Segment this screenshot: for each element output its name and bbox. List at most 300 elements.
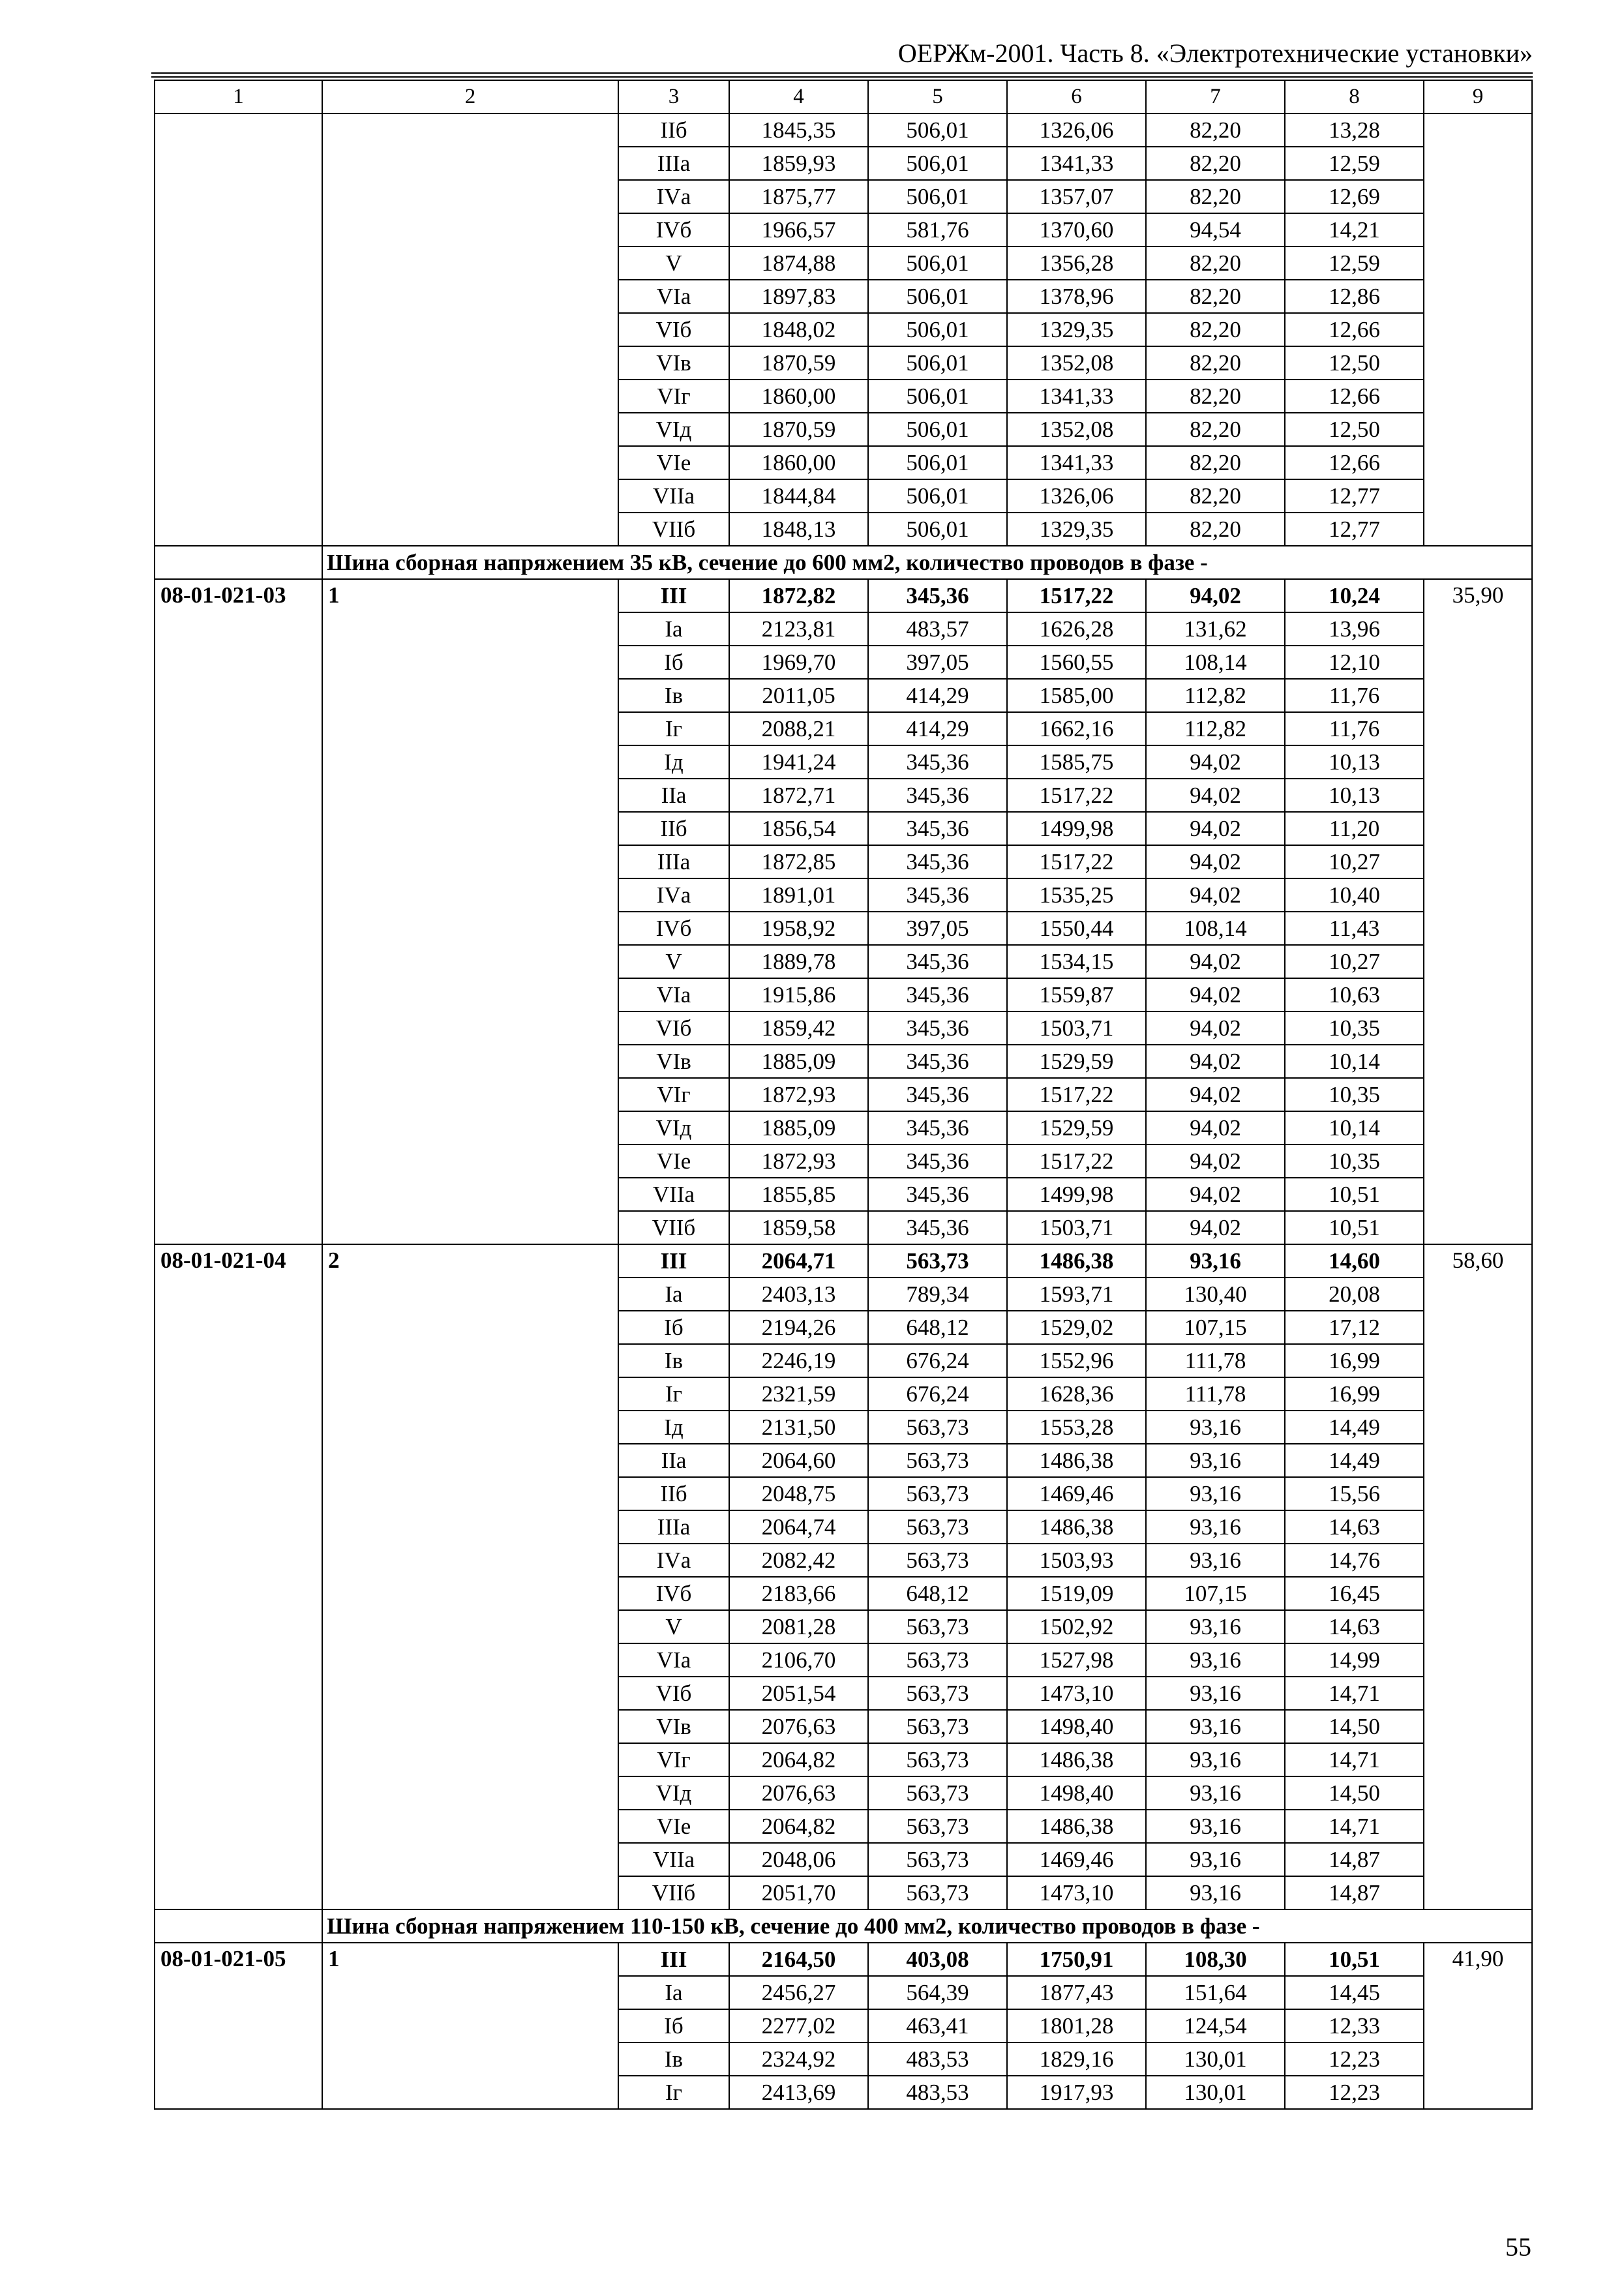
value-cell: 1875,77: [729, 180, 868, 213]
value-cell: 563,73: [868, 1544, 1007, 1577]
zone-cell: IVб: [618, 1577, 729, 1610]
value-cell: 1498,40: [1007, 1710, 1146, 1743]
value-cell: 563,73: [868, 1776, 1007, 1810]
zone-cell: VIа: [618, 280, 729, 313]
value-cell: 2324,92: [729, 2042, 868, 2076]
value-cell: 2048,75: [729, 1477, 868, 1510]
value-cell: 414,29: [868, 679, 1007, 712]
value-cell: 14,87: [1285, 1876, 1424, 1909]
column-9-value: 41,90: [1424, 1943, 1532, 2109]
value-cell: 93,16: [1146, 1710, 1285, 1743]
value-cell: 1517,22: [1007, 779, 1146, 812]
value-cell: 13,28: [1285, 113, 1424, 147]
value-cell: 94,02: [1146, 978, 1285, 1011]
value-cell: 1897,83: [729, 280, 868, 313]
value-cell: 1872,93: [729, 1144, 868, 1178]
value-cell: 1502,92: [1007, 1610, 1146, 1643]
zone-cell: Iв: [618, 679, 729, 712]
value-cell: 1559,87: [1007, 978, 1146, 1011]
zone-cell: Iд: [618, 745, 729, 779]
value-cell: 1859,58: [729, 1211, 868, 1244]
value-cell: 20,08: [1285, 1278, 1424, 1311]
zone-cell: Iг: [618, 712, 729, 745]
value-cell: 1486,38: [1007, 1810, 1146, 1843]
section-title-row: [155, 1909, 1532, 1943]
value-cell: 131,62: [1146, 612, 1285, 646]
value-cell: 1845,35: [729, 113, 868, 147]
zone-cell: VIIа: [618, 479, 729, 513]
value-cell: 1469,46: [1007, 1477, 1146, 1510]
value-cell: 12,66: [1285, 380, 1424, 413]
value-cell: 1552,96: [1007, 1344, 1146, 1377]
value-cell: 345,36: [868, 1178, 1007, 1211]
value-cell: 345,36: [868, 878, 1007, 912]
rate-code: 08-01-021-03: [155, 579, 322, 1244]
value-cell: 1503,71: [1007, 1211, 1146, 1244]
value-cell: 648,12: [868, 1577, 1007, 1610]
zone-cell: VIд: [618, 1111, 729, 1144]
value-cell: 1889,78: [729, 945, 868, 978]
value-cell: 14,21: [1285, 213, 1424, 247]
section-empty-cell: [155, 1909, 322, 1943]
value-cell: 93,16: [1146, 1776, 1285, 1810]
wire-count: 1: [322, 1943, 618, 2109]
value-cell: 506,01: [868, 413, 1007, 446]
value-cell: 2123,81: [729, 612, 868, 646]
wire-count: 1: [322, 579, 618, 1244]
value-cell: 94,54: [1146, 213, 1285, 247]
value-cell: 1801,28: [1007, 2009, 1146, 2042]
value-cell: 563,73: [868, 1876, 1007, 1909]
value-cell: 1352,08: [1007, 346, 1146, 380]
zone-cell: VIб: [618, 1677, 729, 1710]
value-cell: 1534,15: [1007, 945, 1146, 978]
value-cell: 16,99: [1285, 1344, 1424, 1377]
value-cell: 94,02: [1146, 945, 1285, 978]
zone-cell: IVб: [618, 213, 729, 247]
value-cell: 345,36: [868, 1111, 1007, 1144]
value-cell: 82,20: [1146, 280, 1285, 313]
table-row: [155, 579, 1532, 612]
value-cell: 2082,42: [729, 1544, 868, 1577]
value-cell: 1529,59: [1007, 1045, 1146, 1078]
value-cell: 1750,91: [1007, 1943, 1146, 1976]
value-cell: 506,01: [868, 113, 1007, 147]
value-cell: 94,02: [1146, 1011, 1285, 1045]
value-cell: 483,53: [868, 2076, 1007, 2109]
value-cell: 108,14: [1146, 912, 1285, 945]
zone-cell: IVб: [618, 912, 729, 945]
value-cell: 12,77: [1285, 513, 1424, 546]
value-cell: 1585,75: [1007, 745, 1146, 779]
zone-cell: IIб: [618, 1477, 729, 1510]
value-cell: 13,96: [1285, 612, 1424, 646]
value-cell: 17,12: [1285, 1311, 1424, 1344]
value-cell: 1535,25: [1007, 878, 1146, 912]
value-cell: 563,73: [868, 1643, 1007, 1677]
value-cell: 2064,74: [729, 1510, 868, 1544]
value-cell: 94,02: [1146, 579, 1285, 612]
value-cell: 14,49: [1285, 1444, 1424, 1477]
zone-cell: Iв: [618, 1344, 729, 1377]
value-cell: 14,63: [1285, 1610, 1424, 1643]
value-cell: 11,43: [1285, 912, 1424, 945]
value-cell: 130,40: [1146, 1278, 1285, 1311]
value-cell: 107,15: [1146, 1577, 1285, 1610]
column-number: 5: [868, 80, 1007, 113]
column-number: 2: [322, 80, 618, 113]
value-cell: 93,16: [1146, 1610, 1285, 1643]
value-cell: 1517,22: [1007, 1144, 1146, 1178]
value-cell: 1872,85: [729, 845, 868, 878]
value-cell: 12,59: [1285, 247, 1424, 280]
zone-cell: Iа: [618, 1278, 729, 1311]
column-number: 4: [729, 80, 868, 113]
value-cell: 1499,98: [1007, 812, 1146, 845]
value-cell: 2413,69: [729, 2076, 868, 2109]
value-cell: 14,50: [1285, 1710, 1424, 1743]
value-cell: 1969,70: [729, 646, 868, 679]
value-cell: 1326,06: [1007, 113, 1146, 147]
value-cell: 1872,82: [729, 579, 868, 612]
value-cell: 1560,55: [1007, 646, 1146, 679]
value-cell: 1870,59: [729, 346, 868, 380]
zone-cell: VIб: [618, 1011, 729, 1045]
value-cell: 676,24: [868, 1344, 1007, 1377]
value-cell: 93,16: [1146, 1244, 1285, 1278]
value-cell: 345,36: [868, 1078, 1007, 1111]
value-cell: 12,33: [1285, 2009, 1424, 2042]
value-cell: 111,78: [1146, 1344, 1285, 1377]
value-cell: 1503,93: [1007, 1544, 1146, 1577]
value-cell: 94,02: [1146, 779, 1285, 812]
zone-cell: VIг: [618, 1078, 729, 1111]
value-cell: 10,40: [1285, 878, 1424, 912]
value-cell: 1517,22: [1007, 579, 1146, 612]
value-cell: 108,14: [1146, 646, 1285, 679]
zone-cell: VIг: [618, 380, 729, 413]
value-cell: 94,02: [1146, 1178, 1285, 1211]
column-9-value: [1424, 113, 1532, 546]
value-cell: 1378,96: [1007, 280, 1146, 313]
table-row: [155, 113, 1532, 147]
zone-cell: IVа: [618, 878, 729, 912]
value-cell: 506,01: [868, 513, 1007, 546]
value-cell: 12,77: [1285, 479, 1424, 513]
zone-cell: IIIа: [618, 1510, 729, 1544]
zone-cell: VIIа: [618, 1843, 729, 1876]
zone-cell: VIа: [618, 1643, 729, 1677]
zone-cell: IIIа: [618, 147, 729, 180]
value-cell: 10,35: [1285, 1078, 1424, 1111]
value-cell: 1860,00: [729, 380, 868, 413]
value-cell: 82,20: [1146, 413, 1285, 446]
value-cell: 397,05: [868, 646, 1007, 679]
zone-cell: Iб: [618, 1311, 729, 1344]
value-cell: 345,36: [868, 745, 1007, 779]
value-cell: 130,01: [1146, 2076, 1285, 2109]
value-cell: 14,50: [1285, 1776, 1424, 1810]
value-cell: 2164,50: [729, 1943, 868, 1976]
column-number: 1: [155, 80, 322, 113]
zone-cell: VIд: [618, 1776, 729, 1810]
value-cell: 563,73: [868, 1677, 1007, 1710]
zone-cell: VIе: [618, 1810, 729, 1843]
value-cell: 1499,98: [1007, 1178, 1146, 1211]
value-cell: 94,02: [1146, 1211, 1285, 1244]
value-cell: 2064,82: [729, 1810, 868, 1843]
value-cell: 10,27: [1285, 845, 1424, 878]
table-body: [155, 80, 1532, 2109]
value-cell: 345,36: [868, 945, 1007, 978]
value-cell: 14,49: [1285, 1411, 1424, 1444]
value-cell: 483,53: [868, 2042, 1007, 2076]
zone-cell: VIд: [618, 413, 729, 446]
value-cell: 1486,38: [1007, 1244, 1146, 1278]
value-cell: 94,02: [1146, 845, 1285, 878]
value-cell: 506,01: [868, 180, 1007, 213]
value-cell: 1473,10: [1007, 1876, 1146, 1909]
zone-cell: VIе: [618, 446, 729, 479]
value-cell: 1829,16: [1007, 2042, 1146, 2076]
value-cell: 2048,06: [729, 1843, 868, 1876]
value-cell: 112,82: [1146, 679, 1285, 712]
value-cell: 93,16: [1146, 1544, 1285, 1577]
value-cell: 1341,33: [1007, 446, 1146, 479]
zone-cell: IIIа: [618, 845, 729, 878]
value-cell: 2456,27: [729, 1976, 868, 2009]
value-cell: 2088,21: [729, 712, 868, 745]
zone-cell: IIб: [618, 113, 729, 147]
value-cell: 130,01: [1146, 2042, 1285, 2076]
value-cell: 1966,57: [729, 213, 868, 247]
value-cell: 1662,16: [1007, 712, 1146, 745]
value-cell: 2076,63: [729, 1776, 868, 1810]
value-cell: 82,20: [1146, 479, 1285, 513]
value-cell: 93,16: [1146, 1411, 1285, 1444]
zone-cell: Iв: [618, 2042, 729, 2076]
value-cell: 10,24: [1285, 579, 1424, 612]
value-cell: 14,45: [1285, 1976, 1424, 2009]
value-cell: 82,20: [1146, 446, 1285, 479]
value-cell: 2277,02: [729, 2009, 868, 2042]
value-cell: 483,57: [868, 612, 1007, 646]
value-cell: 1856,54: [729, 812, 868, 845]
value-cell: 1844,84: [729, 479, 868, 513]
value-cell: 108,30: [1146, 1943, 1285, 1976]
zone-cell: Iд: [618, 1411, 729, 1444]
value-cell: 14,87: [1285, 1843, 1424, 1876]
value-cell: 506,01: [868, 479, 1007, 513]
value-cell: 1519,09: [1007, 1577, 1146, 1610]
value-cell: 1527,98: [1007, 1643, 1146, 1677]
value-cell: 1958,92: [729, 912, 868, 945]
table-row: [155, 1943, 1532, 1976]
zone-cell: Iг: [618, 2076, 729, 2109]
value-cell: 564,39: [868, 1976, 1007, 2009]
zone-cell: VIв: [618, 1710, 729, 1743]
value-cell: 15,56: [1285, 1477, 1424, 1510]
value-cell: 10,35: [1285, 1144, 1424, 1178]
value-cell: 93,16: [1146, 1810, 1285, 1843]
value-cell: 10,35: [1285, 1011, 1424, 1045]
value-cell: 12,86: [1285, 280, 1424, 313]
value-cell: 94,02: [1146, 878, 1285, 912]
value-cell: 1486,38: [1007, 1743, 1146, 1776]
value-cell: 345,36: [868, 812, 1007, 845]
value-cell: 151,64: [1146, 1976, 1285, 2009]
value-cell: 2051,70: [729, 1876, 868, 1909]
value-cell: 1859,42: [729, 1011, 868, 1045]
value-cell: 12,66: [1285, 446, 1424, 479]
value-cell: 14,63: [1285, 1510, 1424, 1544]
value-cell: 506,01: [868, 446, 1007, 479]
value-cell: 345,36: [868, 1045, 1007, 1078]
value-cell: 1329,35: [1007, 513, 1146, 546]
value-cell: 581,76: [868, 213, 1007, 247]
section-title: Шина сборная напряжением 110-150 кВ, сечение до 400 мм2, количество проводов в фазе -: [322, 1909, 1532, 1943]
value-cell: 93,16: [1146, 1743, 1285, 1776]
zone-cell: III: [618, 1943, 729, 1976]
zone-cell: VIе: [618, 1144, 729, 1178]
value-cell: 1877,43: [1007, 1976, 1146, 2009]
value-cell: 2051,54: [729, 1677, 868, 1710]
value-cell: 10,51: [1285, 1943, 1424, 1976]
value-cell: 10,14: [1285, 1111, 1424, 1144]
value-cell: 111,78: [1146, 1377, 1285, 1411]
value-cell: 345,36: [868, 779, 1007, 812]
value-cell: 93,16: [1146, 1477, 1285, 1510]
value-cell: 1357,07: [1007, 180, 1146, 213]
value-cell: 1872,71: [729, 779, 868, 812]
value-cell: 1891,01: [729, 878, 868, 912]
zone-cell: Iа: [618, 612, 729, 646]
value-cell: 1329,35: [1007, 313, 1146, 346]
value-cell: 2403,13: [729, 1278, 868, 1311]
value-cell: 397,05: [868, 912, 1007, 945]
value-cell: 345,36: [868, 1211, 1007, 1244]
header-rule: [151, 72, 1533, 78]
value-cell: 82,20: [1146, 513, 1285, 546]
section-title-row: [155, 546, 1532, 579]
value-cell: 506,01: [868, 313, 1007, 346]
value-cell: 2131,50: [729, 1411, 868, 1444]
zone-cell: III: [618, 1244, 729, 1278]
column-number: 8: [1285, 80, 1424, 113]
value-cell: 12,59: [1285, 147, 1424, 180]
section-empty-cell: [155, 546, 322, 579]
value-cell: 11,76: [1285, 712, 1424, 745]
zone-cell: VIг: [618, 1743, 729, 1776]
value-cell: 2321,59: [729, 1377, 868, 1411]
page-header-title: ОЕРЖм-2001. Часть 8. «Электротехнические установки»: [897, 38, 1533, 68]
value-cell: 2081,28: [729, 1610, 868, 1643]
column-number: 9: [1424, 80, 1532, 113]
value-cell: 93,16: [1146, 1843, 1285, 1876]
zone-cell: VIб: [618, 313, 729, 346]
value-cell: 2183,66: [729, 1577, 868, 1610]
value-cell: 1503,71: [1007, 1011, 1146, 1045]
value-cell: 2064,82: [729, 1743, 868, 1776]
zone-cell: III: [618, 579, 729, 612]
value-cell: 1553,28: [1007, 1411, 1146, 1444]
zone-cell: IVа: [618, 180, 729, 213]
value-cell: 1585,00: [1007, 679, 1146, 712]
value-cell: 506,01: [868, 346, 1007, 380]
value-cell: 563,73: [868, 1411, 1007, 1444]
value-cell: 12,23: [1285, 2076, 1424, 2109]
value-cell: 82,20: [1146, 247, 1285, 280]
column-number: 6: [1007, 80, 1146, 113]
value-cell: 1550,44: [1007, 912, 1146, 945]
value-cell: 10,14: [1285, 1045, 1424, 1078]
value-cell: 12,69: [1285, 180, 1424, 213]
zone-cell: V: [618, 247, 729, 280]
value-cell: 1352,08: [1007, 413, 1146, 446]
value-cell: 1370,60: [1007, 213, 1146, 247]
value-cell: 124,54: [1146, 2009, 1285, 2042]
value-cell: 1917,93: [1007, 2076, 1146, 2109]
value-cell: 1870,59: [729, 413, 868, 446]
zone-cell: Iг: [618, 1377, 729, 1411]
value-cell: 345,36: [868, 978, 1007, 1011]
zone-cell: IIа: [618, 1444, 729, 1477]
price-table: [154, 80, 1533, 2110]
value-cell: 14,99: [1285, 1643, 1424, 1677]
value-cell: 1469,46: [1007, 1843, 1146, 1876]
value-cell: 563,73: [868, 1710, 1007, 1743]
value-cell: 10,13: [1285, 745, 1424, 779]
value-cell: 11,20: [1285, 812, 1424, 845]
zone-cell: VIIа: [618, 1178, 729, 1211]
value-cell: 1915,86: [729, 978, 868, 1011]
section-title: Шина сборная напряжением 35 кВ, сечение до 600 мм2, количество проводов в фазе -: [322, 546, 1532, 579]
value-cell: 1341,33: [1007, 380, 1146, 413]
value-cell: 1473,10: [1007, 1677, 1146, 1710]
zone-cell: IIа: [618, 779, 729, 812]
wire-count: [322, 113, 618, 546]
value-cell: 2064,71: [729, 1244, 868, 1278]
value-cell: 1356,28: [1007, 247, 1146, 280]
value-cell: 93,16: [1146, 1444, 1285, 1477]
rate-code: 08-01-021-05: [155, 1943, 322, 2109]
value-cell: 1498,40: [1007, 1776, 1146, 1810]
value-cell: 2064,60: [729, 1444, 868, 1477]
value-cell: 414,29: [868, 712, 1007, 745]
value-cell: 563,73: [868, 1244, 1007, 1278]
rate-code: 08-01-021-04: [155, 1244, 322, 1909]
value-cell: 112,82: [1146, 712, 1285, 745]
value-cell: 1855,85: [729, 1178, 868, 1211]
value-cell: 1326,06: [1007, 479, 1146, 513]
value-cell: 12,50: [1285, 413, 1424, 446]
value-cell: 14,71: [1285, 1677, 1424, 1710]
value-cell: 10,51: [1285, 1178, 1424, 1211]
value-cell: 14,60: [1285, 1244, 1424, 1278]
value-cell: 506,01: [868, 280, 1007, 313]
value-cell: 14,71: [1285, 1810, 1424, 1843]
zone-cell: VIIб: [618, 513, 729, 546]
value-cell: 14,76: [1285, 1544, 1424, 1577]
value-cell: 12,10: [1285, 646, 1424, 679]
value-cell: 2076,63: [729, 1710, 868, 1743]
value-cell: 1486,38: [1007, 1510, 1146, 1544]
value-cell: 10,27: [1285, 945, 1424, 978]
value-cell: 1517,22: [1007, 845, 1146, 878]
column-9-value: 58,60: [1424, 1244, 1532, 1909]
value-cell: 345,36: [868, 1144, 1007, 1178]
value-cell: 82,20: [1146, 180, 1285, 213]
